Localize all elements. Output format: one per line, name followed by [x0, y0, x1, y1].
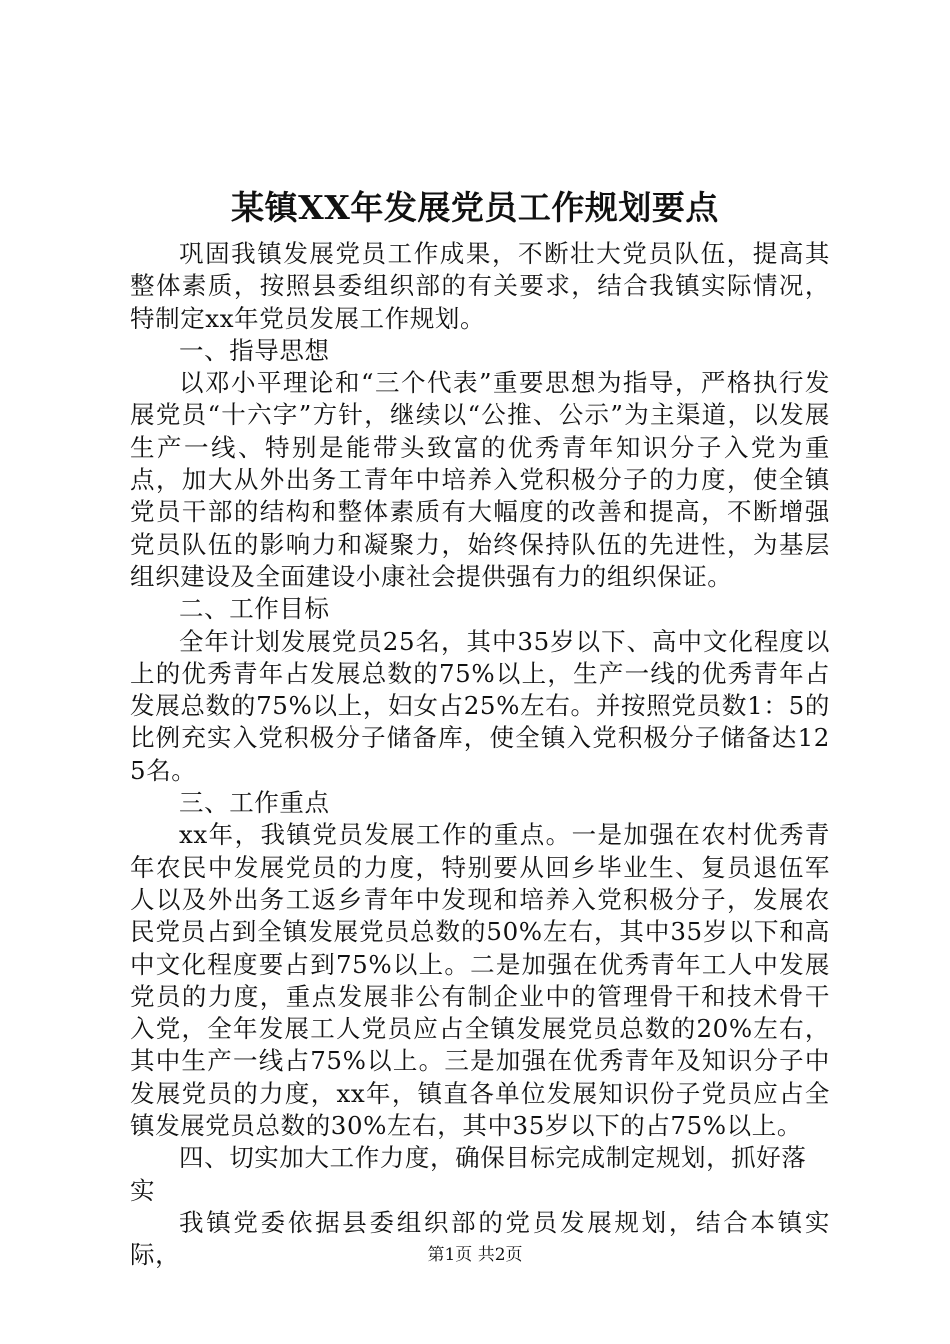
section-heading-work-focus: 三、工作重点 — [179, 788, 330, 818]
page-footer: 第1页 共2页 — [427, 1245, 523, 1265]
document-body — [130, 238, 830, 1272]
work-goals-paragraph: 全年计划发展党员25名，其中35岁以下、高中文化程度以上的优秀青年占发展总数的75%以上，生产一线的优秀青年占发展总数的75%以上，妇女占25%左右。并按照党员数1：5的比例充实入党积极分子储备库，使全镇入党积极分子储备达125名。 — [130, 626, 830, 785]
document-title: 某镇XX年发展党员工作规划要点 — [231, 188, 719, 227]
intro-paragraph: 巩固我镇发展党员工作成果，不断壮大党员队伍，提高其整体素质，按照县委组织部的有关要求，结合我镇实际情况，特制定xx年党员发展工作规划。 — [130, 239, 830, 333]
work-focus-paragraph: xx年，我镇党员发展工作的重点。一是加强在农村优秀青年农民中发展党员的力度，特别要从回乡毕业生、复员退伍军人以及外出务工返乡青年中发现和培养入党积极分子，发展农民党员占到全镇发展党员总数的50%左右，其中35岁以下和高中文化程度要占到75%以上。二是加强在优秀青年工人中发展党员的力度，重点发展非公有制企业中的管理骨干和技术骨干入党，全年发展工人党员应占全镇发展党员总数的20%左右，其中生产一线占75%以上。三是加强在优秀青年及知识分子中发展党员的力度，xx年，镇直各单位发展知识份子党员应占全镇发展党员总数的30%左右，其中35岁以下的占75%以上。 — [130, 820, 830, 1141]
guiding-ideology-paragraph: 以邓小平理论和“三个代表”重要思想为指导，严格执行发展党员“十六字”方针，继续以“公推、公示”为主渠道，以发展生产一线、特别是能带头致富的优秀青年知识分子入党为重点，加大从外出务工青年中培养入党积极分子的力度，使全镇党员干部的结构和整体素质有大幅度的改善和提高，不断增强党员队伍的影响力和凝聚力，始终保持队伍的先进性，为基层组织建设及全面建设小康社会提供强有力的组织保证。 — [130, 368, 830, 591]
section-heading-work-goals: 二、工作目标 — [179, 594, 330, 624]
implementation-paragraph: 我镇党委依据县委组织部的党员发展规划，结合本镇实际， — [130, 1207, 830, 1270]
section-heading-implementation: 四、切实加大工作力度，确保目标完成制定规划，抓好落实 — [130, 1143, 807, 1205]
section-heading-guiding-ideology: 一、指导思想 — [179, 335, 330, 365]
